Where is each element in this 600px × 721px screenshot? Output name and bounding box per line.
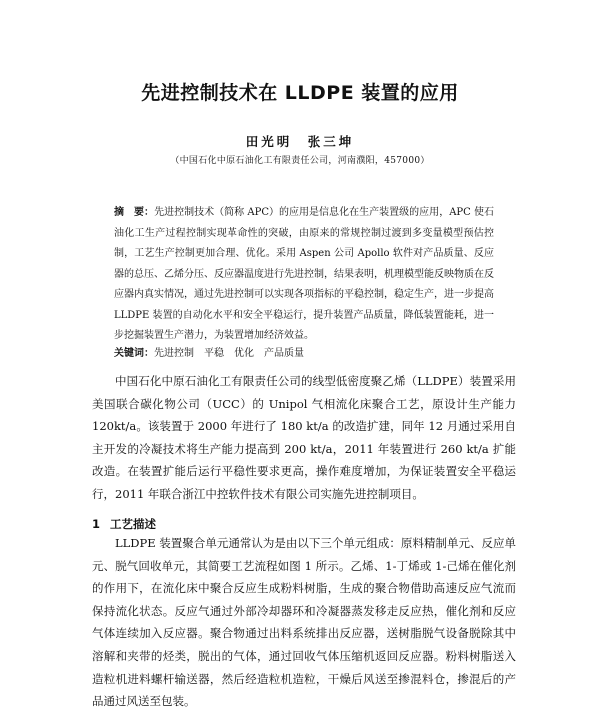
keywords-label: 关键词： <box>114 348 154 359</box>
keywords-text: 先进控制 平稳 优化 产品质量 <box>154 348 304 359</box>
section-number: 1 <box>92 517 101 531</box>
author-names: 田光明 张三坤 <box>245 134 355 149</box>
abstract-label: 摘 要： <box>114 207 155 218</box>
abstract-block <box>114 203 494 347</box>
keywords-block <box>114 346 494 362</box>
intro-paragraph: 中国石化中原石油化工有限责任公司的线型低密度聚乙烯（LLDPE）装置采用美国联合碳化物公司（UCC）的 Unipol 气相流化床聚合工艺，原设计生产能力 120kt/a。该装置于 2000 年进行了 180 kt/a 的改造扩建，同年 12 月通过采用自主开发的冷凝技术将生产能力提高到 200 kt/a，2011 年装置进行 260 kt/a 扩能改造。在装置扩能后运行平稳性要求更高，操作难度增加，为保证装置安全平稳运行，2011 年联合浙江中控软件技术有限公司实施先进控制项目。 <box>92 374 516 501</box>
section-heading <box>92 516 516 532</box>
section-paragraph: LLDPE 装置聚合单元通常认为是由以下三个单元组成：原料精制单元、反应单元、脱气回收单元，其简要工艺流程如图 1 所示。乙烯、1-丁烯或 1-己烯在催化剂的作用下，在流化床中聚合反应生成粉料树脂，生成的聚合物借助高速反应气流而保持流化状态。反应气通过外部冷却器环和冷凝器蒸发移走反应热，催化剂和反应气体连续加入反应器。聚合物通过出料系统排出反应器，送树脂脱气设备脱除其中溶解和夹带的烃类，脱出的气体，通过回收气体压缩机返回反应器。粉料树脂送入造粒机进料螺杆输送器，然后经造粒机造粒，干燥后风送至掺混料仓，掺混后的产品通过风送至包装。 <box>92 536 516 709</box>
paper-title: 先进控制技术在 LLDPE 装置的应用 <box>141 82 459 104</box>
abstract-text: 先进控制技术（简称 APC）的应用是信息化在生产装置级的应用，APC 使石油化工生产过程控制实现革命性的突破，由原来的常规控制过渡到多变量模型预估控制，工艺生产控制更加合理、优化。采用 Aspen 公司 Apollo 软件对产品质量、反应器的总压、乙烯分压、反应器温度进行先进控制，结果表明，机理模型能反映物质在反应器内真实情况，通过先进控制可以实现各项指标的平稳控制，稳定生产，进一步提高 LLDPE 装置的自动化水平和安全平稳运行，提升装置产品质量，降低装置能耗，进一步挖掘装置生产潜力，为装置增加经济效益。 <box>114 207 495 341</box>
section-title: 工艺描述 <box>110 517 156 531</box>
author-affiliation: （中国石化中原石油化工有限责任公司，河南濮阳，457000） <box>170 156 430 166</box>
